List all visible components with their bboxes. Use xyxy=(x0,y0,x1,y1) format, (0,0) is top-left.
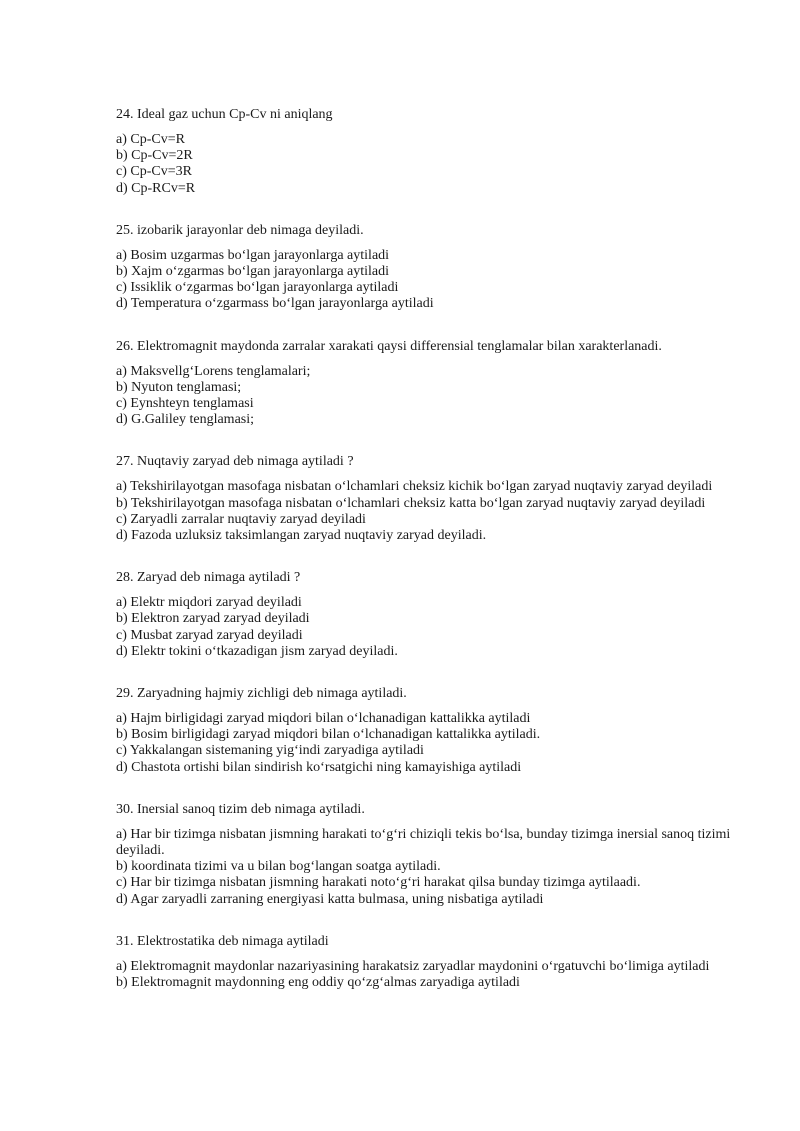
answer-option: c) Eynshteyn tenglamasi xyxy=(116,396,254,412)
question-block xyxy=(116,685,756,776)
answer-option: b) Nyuton tenglamasi; xyxy=(116,379,242,395)
answer-option: d) Elektr tokini o‘tkazadigan jism zaryad deyiladi. xyxy=(116,643,398,659)
answer-option: a) Cp-Cv=R xyxy=(116,132,185,147)
answer-option: a) Elektromagnit maydonlar nazariyasining harakatsiz zaryadlar maydonini o‘rgatuvchi bo‘limiga aytiladi xyxy=(116,958,710,974)
question-title: 31. Elektrostatika deb nimaga aytiladi xyxy=(116,933,329,949)
question-title: 29. Zaryadning hajmiy zichligi deb nimaga aytiladi. xyxy=(116,686,407,702)
question-block xyxy=(116,338,756,429)
answer-option: a) Elektr miqdori zaryad deyiladi xyxy=(116,595,302,611)
question-block xyxy=(116,801,756,908)
question-block xyxy=(116,933,756,991)
question-title: 27. Nuqtaviy zaryad deb nimaga aytiladi ? xyxy=(116,454,354,470)
answer-options xyxy=(116,248,756,313)
answer-option: d) G.Galiley tenglamasi; xyxy=(116,412,255,428)
answer-option: c) Musbat zaryad zaryad deyiladi xyxy=(116,627,303,643)
answer-option: c) Issiklik o‘zgarmas bo‘lgan jarayonlarga aytiladi xyxy=(116,280,399,296)
answer-option: c) Har bir tizimga nisbatan jismning harakati noto‘g‘ri harakat qilsa bunday tizimga aytilaadi. xyxy=(116,875,641,891)
answer-options xyxy=(116,364,756,429)
answer-options xyxy=(116,959,756,991)
answer-options xyxy=(116,595,756,660)
answer-option: c) Cp-Cv=3R xyxy=(116,164,192,180)
answer-option: d) Agar zaryadli zarraning energiyasi katta bulmasa, uning nisbatiga aytiladi xyxy=(116,891,544,907)
answer-option: a) Maksvellg‘Lorens tenglamalari; xyxy=(116,363,311,379)
answer-option: a) Tekshirilayotgan masofaga nisbatan o‘lchamlari cheksiz kichik bo‘lgan zaryad nuqtaviy zaryad deyiladi xyxy=(116,479,713,495)
answer-option: c) Zaryadli zarralar nuqtaviy zaryad deyiladi xyxy=(116,511,366,527)
question-title: 24. Ideal gaz uchun Cp-Cv ni aniqlang xyxy=(116,107,333,122)
answer-option: b) Elektron zaryad zaryad deyiladi xyxy=(116,611,310,627)
answer-options xyxy=(116,827,756,908)
answer-option: d) Chastota ortishi bilan sindirish ko‘rsatgichi ning kamayishiga aytiladi xyxy=(116,759,522,775)
question-title: 28. Zaryad deb nimaga aytiladi ? xyxy=(116,570,301,586)
question-block xyxy=(116,222,756,313)
question-title: 30. Inersial sanoq tizim deb nimaga aytiladi. xyxy=(116,801,365,817)
answer-option: b) koordinata tizimi va u bilan bog‘langan soatga aytiladi. xyxy=(116,859,441,875)
answer-option: b) Xajm o‘zgarmas bo‘lgan jarayonlarga aytiladi xyxy=(116,264,390,280)
answer-options xyxy=(116,132,756,197)
answer-option: d) Fazoda uzluksiz taksimlangan zaryad nuqtaviy zaryad deyiladi. xyxy=(116,528,487,544)
question-block xyxy=(116,569,756,660)
question-title: 25. izobarik jarayonlar deb nimaga deyiladi. xyxy=(116,222,364,238)
answer-option: d) Cp-RCv=R xyxy=(116,180,196,196)
answer-option: a) Bosim uzgarmas bo‘lgan jarayonlarga aytiladi xyxy=(116,247,390,263)
answer-option: b) Tekshirilayotgan masofaga nisbatan o‘lchamlari cheksiz katta bo‘lgan zaryad nuqtaviy zaryad deyiladi xyxy=(116,495,706,511)
answer-options xyxy=(116,711,756,776)
answer-option: b) Elektromagnit maydonning eng oddiy qo‘zg‘almas zaryadiga aytiladi xyxy=(116,975,520,991)
question-title: 26. Elektromagnit maydonda zarralar xarakati qaysi differensial tenglamalar bilan xarakterlanadi. xyxy=(116,338,662,354)
answer-option: b) Bosim birligidagi zaryad miqdori bilan o‘lchanadigan kattalikka aytiladi. xyxy=(116,727,541,743)
answer-option: d) Temperatura o‘zgarmass bo‘lgan jarayonlarga aytiladi xyxy=(116,296,434,312)
document-page xyxy=(116,106,756,1016)
answer-option: b) Cp-Cv=2R xyxy=(116,148,193,164)
question-block xyxy=(116,453,756,544)
answer-option: c) Yakkalangan sistemaning yig‘indi zaryadiga aytiladi xyxy=(116,743,424,759)
answer-options xyxy=(116,479,756,544)
answer-option: a) Har bir tizimga nisbatan jismning harakati to‘g‘ri chiziqli tekis bo‘lsa, bunday tizimga inersial sanoq tizimi deyiladi. xyxy=(116,826,731,859)
answer-option: a) Hajm birligidagi zaryad miqdori bilan o‘lchanadigan kattalikka aytiladi xyxy=(116,711,531,727)
question-block xyxy=(116,106,756,197)
